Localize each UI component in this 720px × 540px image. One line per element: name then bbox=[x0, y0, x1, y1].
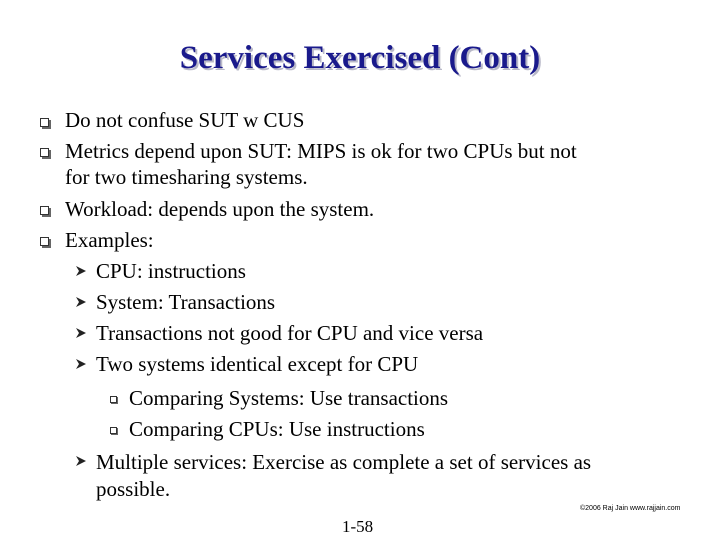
bullet-2-line-2: for two timesharing systems. bbox=[65, 165, 308, 189]
arrow-bullet-icon bbox=[75, 296, 87, 308]
sub-bullet-5-line-1: Multiple services: Exercise as complete a set of services as bbox=[96, 450, 592, 474]
sub-bullet-1: CPU: instructions bbox=[96, 259, 246, 283]
arrow-bullet-icon bbox=[75, 327, 87, 339]
bullet-1: Do not confuse SUT w CUS bbox=[65, 108, 305, 132]
page-number: 1-58 bbox=[342, 517, 374, 536]
square-bullet-small-icon bbox=[110, 427, 117, 434]
sub-bullet-5-line-2: possible. bbox=[96, 477, 171, 501]
bullet-3: Workload: depends upon the system. bbox=[65, 197, 375, 221]
arrow-bullet-icon bbox=[75, 358, 87, 370]
sub-sub-bullet-1: Comparing Systems: Use transactions bbox=[129, 386, 449, 410]
sub-bullet-2: System: Transactions bbox=[96, 290, 276, 314]
copyright-footer: ©2006 Raj Jain www.rajjain.com bbox=[580, 505, 681, 512]
arrow-bullet-icon bbox=[75, 265, 87, 277]
sub-bullet-3: Transactions not good for CPU and vice versa bbox=[96, 321, 484, 345]
square-bullet-icon bbox=[40, 148, 49, 157]
square-bullet-icon bbox=[40, 118, 49, 127]
slide-title: Services Exercised (Cont) bbox=[179, 40, 541, 76]
sub-sub-bullet-2: Comparing CPUs: Use instructions bbox=[129, 417, 425, 441]
square-bullet-icon bbox=[40, 237, 49, 246]
bullet-2-line-1: Metrics depend upon SUT: MIPS is ok for two CPUs but not bbox=[65, 139, 577, 163]
bullet-4: Examples: bbox=[65, 228, 154, 252]
square-bullet-small-icon bbox=[110, 396, 117, 403]
square-bullet-icon bbox=[40, 206, 49, 215]
arrow-bullet-icon bbox=[75, 455, 87, 467]
sub-bullet-4: Two systems identical except for CPU bbox=[96, 352, 419, 376]
